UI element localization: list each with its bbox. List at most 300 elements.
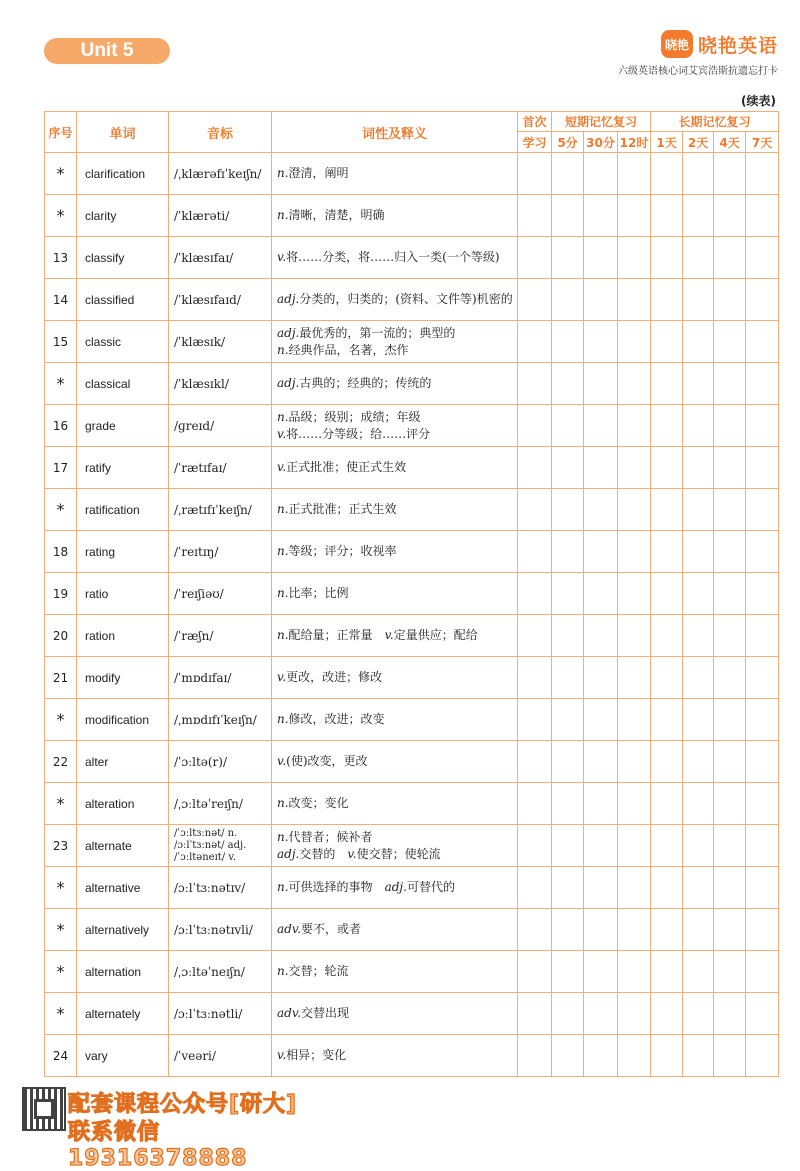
definition: 将……分等级；给……评分 bbox=[286, 426, 431, 441]
review-5min-checkbox[interactable] bbox=[552, 615, 584, 657]
table-row bbox=[45, 573, 779, 615]
review-30min-checkbox[interactable] bbox=[584, 195, 618, 237]
part-of-speech: v. bbox=[277, 754, 287, 768]
review-12h-checkbox[interactable] bbox=[618, 741, 651, 783]
review-1d-checkbox[interactable] bbox=[651, 573, 683, 615]
review-2d-checkbox[interactable] bbox=[683, 279, 714, 321]
review-5min-checkbox[interactable] bbox=[552, 699, 584, 741]
review-4d-checkbox[interactable] bbox=[714, 153, 746, 195]
phonetic-line: /ɔːlˈtɜːnət/ adj. bbox=[174, 839, 247, 851]
table-row bbox=[45, 237, 779, 279]
definition: 使交替；使轮流 bbox=[356, 846, 441, 861]
col-word: 单词 bbox=[77, 112, 169, 153]
definition: 分类的，归类的；(资料、文件等)机密的 bbox=[299, 292, 513, 306]
brand-logo-icon: 晓艳 bbox=[661, 30, 693, 58]
meaning bbox=[272, 657, 518, 699]
review-1d-checkbox[interactable] bbox=[651, 531, 683, 573]
row-number: 18 bbox=[45, 531, 77, 573]
review-2d-checkbox[interactable] bbox=[683, 825, 714, 867]
meaning bbox=[272, 909, 518, 951]
meaning-line bbox=[277, 627, 513, 644]
part-of-speech: adv. bbox=[277, 922, 302, 936]
review-12h-checkbox[interactable] bbox=[618, 699, 651, 741]
row-number: 15 bbox=[45, 321, 77, 363]
review-7d-checkbox[interactable] bbox=[746, 783, 779, 825]
review-7d-checkbox[interactable] bbox=[746, 405, 779, 447]
word: grade bbox=[77, 405, 169, 447]
review-2d-checkbox[interactable] bbox=[683, 1035, 714, 1077]
definition: 等级；评分；收视率 bbox=[288, 544, 397, 558]
first-study-checkbox[interactable] bbox=[518, 195, 552, 237]
review-30min-checkbox[interactable] bbox=[584, 909, 618, 951]
review-1d-checkbox[interactable] bbox=[651, 405, 683, 447]
review-5min-checkbox[interactable] bbox=[552, 405, 584, 447]
first-study-checkbox[interactable] bbox=[518, 363, 552, 405]
row-number: 21 bbox=[45, 657, 77, 699]
first-study-checkbox[interactable] bbox=[518, 153, 552, 195]
review-2d-checkbox[interactable] bbox=[683, 699, 714, 741]
review-5min-checkbox[interactable] bbox=[552, 279, 584, 321]
review-4d-checkbox[interactable] bbox=[714, 825, 746, 867]
col-long-7d: 7天 bbox=[746, 132, 779, 153]
review-4d-checkbox[interactable] bbox=[714, 447, 746, 489]
first-study-checkbox[interactable] bbox=[518, 321, 552, 363]
phonetic: /ˈklæsɪfaɪd/ bbox=[169, 279, 272, 321]
first-study-checkbox[interactable] bbox=[518, 825, 552, 867]
review-12h-checkbox[interactable] bbox=[618, 531, 651, 573]
review-7d-checkbox[interactable] bbox=[746, 615, 779, 657]
meaning-line bbox=[277, 291, 513, 308]
row-number: 14 bbox=[45, 279, 77, 321]
definition: 定量供应；配给 bbox=[393, 628, 478, 642]
review-4d-checkbox[interactable] bbox=[714, 741, 746, 783]
first-study-checkbox[interactable] bbox=[518, 237, 552, 279]
word: modify bbox=[77, 657, 169, 699]
review-4d-checkbox[interactable] bbox=[714, 489, 746, 531]
first-study-checkbox[interactable] bbox=[518, 867, 552, 909]
word: classify bbox=[77, 237, 169, 279]
review-4d-checkbox[interactable] bbox=[714, 1035, 746, 1077]
review-7d-checkbox[interactable] bbox=[746, 363, 779, 405]
col-phonetic: 音标 bbox=[169, 112, 272, 153]
phonetic-line: /ˈɔːltɜːnət/ n. bbox=[174, 827, 238, 839]
review-5min-checkbox[interactable] bbox=[552, 993, 584, 1035]
review-7d-checkbox[interactable] bbox=[746, 825, 779, 867]
review-7d-checkbox[interactable] bbox=[746, 279, 779, 321]
review-12h-checkbox[interactable] bbox=[618, 447, 651, 489]
review-5min-checkbox[interactable] bbox=[552, 867, 584, 909]
review-1d-checkbox[interactable] bbox=[651, 489, 683, 531]
review-5min-checkbox[interactable] bbox=[552, 573, 584, 615]
review-5min-checkbox[interactable] bbox=[552, 237, 584, 279]
phonetic: /ˈreɪʃiəʊ/ bbox=[169, 573, 272, 615]
review-12h-checkbox[interactable] bbox=[618, 237, 651, 279]
col-long-group: 长期记忆复习 bbox=[651, 112, 779, 132]
review-12h-checkbox[interactable] bbox=[618, 321, 651, 363]
first-study-checkbox[interactable] bbox=[518, 279, 552, 321]
phonetic: /ˈræʃn/ bbox=[169, 615, 272, 657]
row-number: * bbox=[45, 951, 77, 993]
review-30min-checkbox[interactable] bbox=[584, 993, 618, 1035]
meaning bbox=[272, 699, 518, 741]
review-4d-checkbox[interactable] bbox=[714, 783, 746, 825]
review-12h-checkbox[interactable] bbox=[618, 279, 651, 321]
review-2d-checkbox[interactable] bbox=[683, 867, 714, 909]
col-short-30min: 30分 bbox=[584, 132, 618, 153]
brand-name: 晓艳英语 bbox=[697, 34, 778, 57]
phonetic: /ˌmɒdɪfɪˈkeɪʃn/ bbox=[169, 699, 272, 741]
part-of-speech: v. bbox=[277, 1048, 287, 1062]
review-2d-checkbox[interactable] bbox=[683, 195, 714, 237]
row-number: * bbox=[45, 699, 77, 741]
part-of-speech: n. bbox=[277, 712, 289, 726]
review-5min-checkbox[interactable] bbox=[552, 783, 584, 825]
review-30min-checkbox[interactable] bbox=[584, 489, 618, 531]
review-2d-checkbox[interactable] bbox=[683, 153, 714, 195]
review-2d-checkbox[interactable] bbox=[683, 489, 714, 531]
part-of-speech: v. bbox=[277, 250, 287, 264]
phonetic: /ˈklæsɪfaɪ/ bbox=[169, 237, 272, 279]
review-2d-checkbox[interactable] bbox=[683, 321, 714, 363]
review-5min-checkbox[interactable] bbox=[552, 489, 584, 531]
review-30min-checkbox[interactable] bbox=[584, 615, 618, 657]
review-4d-checkbox[interactable] bbox=[714, 363, 746, 405]
review-2d-checkbox[interactable] bbox=[683, 531, 714, 573]
phonetic-line: /ˈɔːltəneɪt/ v. bbox=[174, 851, 236, 863]
definition: 要不，或者 bbox=[301, 922, 362, 936]
meaning bbox=[272, 279, 518, 321]
review-12h-checkbox[interactable] bbox=[618, 489, 651, 531]
review-1d-checkbox[interactable] bbox=[651, 825, 683, 867]
review-5min-checkbox[interactable] bbox=[552, 321, 584, 363]
part-of-speech: n. bbox=[277, 829, 289, 844]
definition: 相异；变化 bbox=[286, 1048, 347, 1062]
review-30min-checkbox[interactable] bbox=[584, 531, 618, 573]
review-7d-checkbox[interactable] bbox=[746, 531, 779, 573]
review-7d-checkbox[interactable] bbox=[746, 909, 779, 951]
review-5min-checkbox[interactable] bbox=[552, 951, 584, 993]
review-7d-checkbox[interactable] bbox=[746, 1035, 779, 1077]
review-30min-checkbox[interactable] bbox=[584, 363, 618, 405]
review-1d-checkbox[interactable] bbox=[651, 153, 683, 195]
review-4d-checkbox[interactable] bbox=[714, 573, 746, 615]
review-30min-checkbox[interactable] bbox=[584, 951, 618, 993]
review-12h-checkbox[interactable] bbox=[618, 825, 651, 867]
meaning-line bbox=[277, 375, 513, 392]
phonetic: /ˌklærəfɪˈkeɪʃn/ bbox=[169, 153, 272, 195]
review-12h-checkbox[interactable] bbox=[618, 615, 651, 657]
review-2d-checkbox[interactable] bbox=[683, 447, 714, 489]
col-long-1d: 1天 bbox=[651, 132, 683, 153]
meaning-line bbox=[277, 829, 513, 846]
phonetic: /ˌrætɪfɪˈkeɪʃn/ bbox=[169, 489, 272, 531]
review-1d-checkbox[interactable] bbox=[651, 447, 683, 489]
review-12h-checkbox[interactable] bbox=[618, 363, 651, 405]
meaning-line bbox=[277, 165, 513, 182]
first-study-checkbox[interactable] bbox=[518, 741, 552, 783]
first-study-checkbox[interactable] bbox=[518, 405, 552, 447]
table-row bbox=[45, 699, 779, 741]
phonetic: /ˈrætɪfaɪ/ bbox=[169, 447, 272, 489]
meaning bbox=[272, 153, 518, 195]
word: classical bbox=[77, 363, 169, 405]
definition: 更改，改进；修改 bbox=[286, 670, 383, 684]
review-12h-checkbox[interactable] bbox=[618, 783, 651, 825]
review-7d-checkbox[interactable] bbox=[746, 951, 779, 993]
meaning-line bbox=[277, 846, 513, 863]
review-7d-checkbox[interactable] bbox=[746, 867, 779, 909]
review-2d-checkbox[interactable] bbox=[683, 951, 714, 993]
review-4d-checkbox[interactable] bbox=[714, 699, 746, 741]
review-12h-checkbox[interactable] bbox=[618, 993, 651, 1035]
row-number: * bbox=[45, 993, 77, 1035]
review-12h-checkbox[interactable] bbox=[618, 405, 651, 447]
word: clarification bbox=[77, 153, 169, 195]
review-1d-checkbox[interactable] bbox=[651, 657, 683, 699]
review-30min-checkbox[interactable] bbox=[584, 825, 618, 867]
row-number: 20 bbox=[45, 615, 77, 657]
review-2d-checkbox[interactable] bbox=[683, 237, 714, 279]
review-30min-checkbox[interactable] bbox=[584, 657, 618, 699]
first-study-checkbox[interactable] bbox=[518, 951, 552, 993]
first-study-checkbox[interactable] bbox=[518, 615, 552, 657]
review-1d-checkbox[interactable] bbox=[651, 615, 683, 657]
review-4d-checkbox[interactable] bbox=[714, 195, 746, 237]
meaning-line bbox=[277, 879, 513, 896]
review-30min-checkbox[interactable] bbox=[584, 447, 618, 489]
part-of-speech: adj. bbox=[277, 376, 300, 390]
review-30min-checkbox[interactable] bbox=[584, 153, 618, 195]
review-2d-checkbox[interactable] bbox=[683, 405, 714, 447]
review-1d-checkbox[interactable] bbox=[651, 699, 683, 741]
row-number: 17 bbox=[45, 447, 77, 489]
review-30min-checkbox[interactable] bbox=[584, 573, 618, 615]
review-5min-checkbox[interactable] bbox=[552, 363, 584, 405]
review-5min-checkbox[interactable] bbox=[552, 531, 584, 573]
review-12h-checkbox[interactable] bbox=[618, 951, 651, 993]
word: alternation bbox=[77, 951, 169, 993]
review-2d-checkbox[interactable] bbox=[683, 741, 714, 783]
review-1d-checkbox[interactable] bbox=[651, 783, 683, 825]
row-number: 13 bbox=[45, 237, 77, 279]
word: alternate bbox=[77, 825, 169, 867]
first-study-checkbox[interactable] bbox=[518, 699, 552, 741]
review-4d-checkbox[interactable] bbox=[714, 993, 746, 1035]
part-of-speech: n. bbox=[277, 964, 289, 978]
first-study-checkbox[interactable] bbox=[518, 489, 552, 531]
review-2d-checkbox[interactable] bbox=[683, 615, 714, 657]
review-4d-checkbox[interactable] bbox=[714, 951, 746, 993]
review-7d-checkbox[interactable] bbox=[746, 195, 779, 237]
meaning bbox=[272, 489, 518, 531]
review-7d-checkbox[interactable] bbox=[746, 321, 779, 363]
meaning-line bbox=[277, 795, 513, 812]
review-1d-checkbox[interactable] bbox=[651, 363, 683, 405]
review-1d-checkbox[interactable] bbox=[651, 279, 683, 321]
phonetic: /ɔːlˈtɜːnətɪvli/ bbox=[169, 909, 272, 951]
review-4d-checkbox[interactable] bbox=[714, 237, 746, 279]
part-of-speech: adj. bbox=[384, 880, 407, 894]
qr-code-icon bbox=[22, 1087, 66, 1131]
first-study-checkbox[interactable] bbox=[518, 657, 552, 699]
table-row bbox=[45, 783, 779, 825]
first-study-checkbox[interactable] bbox=[518, 909, 552, 951]
table-row bbox=[45, 195, 779, 237]
review-5min-checkbox[interactable] bbox=[552, 153, 584, 195]
table-row bbox=[45, 279, 779, 321]
meaning-line bbox=[277, 342, 513, 359]
review-30min-checkbox[interactable] bbox=[584, 1035, 618, 1077]
meaning-line bbox=[277, 1047, 513, 1064]
col-short-group: 短期记忆复习 bbox=[552, 112, 651, 132]
review-12h-checkbox[interactable] bbox=[618, 909, 651, 951]
meaning bbox=[272, 951, 518, 993]
word: alternative bbox=[77, 867, 169, 909]
definition: 修改，改进；改变 bbox=[288, 712, 385, 726]
meaning bbox=[272, 321, 518, 363]
brand bbox=[661, 30, 778, 58]
review-5min-checkbox[interactable] bbox=[552, 741, 584, 783]
review-2d-checkbox[interactable] bbox=[683, 573, 714, 615]
review-12h-checkbox[interactable] bbox=[618, 867, 651, 909]
review-1d-checkbox[interactable] bbox=[651, 951, 683, 993]
row-number: 22 bbox=[45, 741, 77, 783]
review-12h-checkbox[interactable] bbox=[618, 195, 651, 237]
review-1d-checkbox[interactable] bbox=[651, 237, 683, 279]
definition: 古典的；经典的；传统的 bbox=[299, 376, 432, 390]
review-1d-checkbox[interactable] bbox=[651, 993, 683, 1035]
table-row bbox=[45, 867, 779, 909]
vocab-table bbox=[44, 111, 779, 1077]
part-of-speech: n. bbox=[277, 208, 289, 222]
review-4d-checkbox[interactable] bbox=[714, 531, 746, 573]
word: classified bbox=[77, 279, 169, 321]
review-12h-checkbox[interactable] bbox=[618, 1035, 651, 1077]
first-study-checkbox[interactable] bbox=[518, 1035, 552, 1077]
review-2d-checkbox[interactable] bbox=[683, 363, 714, 405]
unit-label: Unit 5 bbox=[44, 38, 170, 64]
col-first-sub: 学习 bbox=[518, 132, 552, 153]
row-number: * bbox=[45, 867, 77, 909]
review-5min-checkbox[interactable] bbox=[552, 825, 584, 867]
review-7d-checkbox[interactable] bbox=[746, 447, 779, 489]
definition: 交替；轮流 bbox=[288, 964, 349, 978]
definition: 将……分类，将……归入一类(一个等级) bbox=[286, 250, 500, 264]
review-12h-checkbox[interactable] bbox=[618, 573, 651, 615]
review-2d-checkbox[interactable] bbox=[683, 993, 714, 1035]
review-2d-checkbox[interactable] bbox=[683, 909, 714, 951]
review-1d-checkbox[interactable] bbox=[651, 867, 683, 909]
review-5min-checkbox[interactable] bbox=[552, 909, 584, 951]
review-30min-checkbox[interactable] bbox=[584, 405, 618, 447]
part-of-speech: v. bbox=[384, 628, 394, 642]
meaning bbox=[272, 993, 518, 1035]
table-row bbox=[45, 993, 779, 1035]
definition: 交替的 bbox=[299, 846, 348, 861]
word: alternately bbox=[77, 993, 169, 1035]
review-2d-checkbox[interactable] bbox=[683, 657, 714, 699]
table-row bbox=[45, 489, 779, 531]
review-7d-checkbox[interactable] bbox=[746, 699, 779, 741]
review-4d-checkbox[interactable] bbox=[714, 405, 746, 447]
review-30min-checkbox[interactable] bbox=[584, 237, 618, 279]
meaning bbox=[272, 741, 518, 783]
table-row bbox=[45, 615, 779, 657]
part-of-speech: n. bbox=[277, 342, 289, 357]
part-of-speech: n. bbox=[277, 502, 289, 516]
row-number: 16 bbox=[45, 405, 77, 447]
first-study-checkbox[interactable] bbox=[518, 993, 552, 1035]
part-of-speech: n. bbox=[277, 628, 289, 642]
review-7d-checkbox[interactable] bbox=[746, 153, 779, 195]
review-5min-checkbox[interactable] bbox=[552, 195, 584, 237]
meaning bbox=[272, 363, 518, 405]
review-1d-checkbox[interactable] bbox=[651, 1035, 683, 1077]
review-12h-checkbox[interactable] bbox=[618, 657, 651, 699]
first-study-checkbox[interactable] bbox=[518, 447, 552, 489]
review-7d-checkbox[interactable] bbox=[746, 993, 779, 1035]
review-4d-checkbox[interactable] bbox=[714, 909, 746, 951]
review-2d-checkbox[interactable] bbox=[683, 783, 714, 825]
review-1d-checkbox[interactable] bbox=[651, 321, 683, 363]
review-4d-checkbox[interactable] bbox=[714, 867, 746, 909]
word: alteration bbox=[77, 783, 169, 825]
word: alternatively bbox=[77, 909, 169, 951]
review-7d-checkbox[interactable] bbox=[746, 489, 779, 531]
row-number: * bbox=[45, 909, 77, 951]
meaning-line bbox=[277, 501, 513, 518]
review-30min-checkbox[interactable] bbox=[584, 867, 618, 909]
review-4d-checkbox[interactable] bbox=[714, 615, 746, 657]
meaning-line bbox=[277, 543, 513, 560]
review-12h-checkbox[interactable] bbox=[618, 153, 651, 195]
review-5min-checkbox[interactable] bbox=[552, 1035, 584, 1077]
review-7d-checkbox[interactable] bbox=[746, 657, 779, 699]
row-number: * bbox=[45, 489, 77, 531]
review-30min-checkbox[interactable] bbox=[584, 783, 618, 825]
col-short-5min: 5分 bbox=[552, 132, 584, 153]
review-30min-checkbox[interactable] bbox=[584, 699, 618, 741]
review-1d-checkbox[interactable] bbox=[651, 195, 683, 237]
col-no: 序号 bbox=[45, 112, 77, 153]
review-7d-checkbox[interactable] bbox=[746, 573, 779, 615]
review-30min-checkbox[interactable] bbox=[584, 279, 618, 321]
part-of-speech: n. bbox=[277, 880, 289, 894]
review-30min-checkbox[interactable] bbox=[584, 321, 618, 363]
review-30min-checkbox[interactable] bbox=[584, 741, 618, 783]
meaning-line bbox=[277, 669, 513, 686]
review-5min-checkbox[interactable] bbox=[552, 447, 584, 489]
first-study-checkbox[interactable] bbox=[518, 531, 552, 573]
phonetic: /ˈklærəti/ bbox=[169, 195, 272, 237]
first-study-checkbox[interactable] bbox=[518, 573, 552, 615]
definition: 正式批准；正式生效 bbox=[288, 502, 397, 516]
review-4d-checkbox[interactable] bbox=[714, 657, 746, 699]
review-4d-checkbox[interactable] bbox=[714, 321, 746, 363]
review-1d-checkbox[interactable] bbox=[651, 741, 683, 783]
review-5min-checkbox[interactable] bbox=[552, 657, 584, 699]
review-1d-checkbox[interactable] bbox=[651, 909, 683, 951]
review-4d-checkbox[interactable] bbox=[714, 279, 746, 321]
meaning-line bbox=[277, 249, 513, 266]
first-study-checkbox[interactable] bbox=[518, 783, 552, 825]
review-7d-checkbox[interactable] bbox=[746, 741, 779, 783]
table-row bbox=[45, 951, 779, 993]
word: vary bbox=[77, 1035, 169, 1077]
review-7d-checkbox[interactable] bbox=[746, 237, 779, 279]
meaning-line bbox=[277, 426, 513, 443]
definition: 交替出现 bbox=[301, 1006, 350, 1020]
